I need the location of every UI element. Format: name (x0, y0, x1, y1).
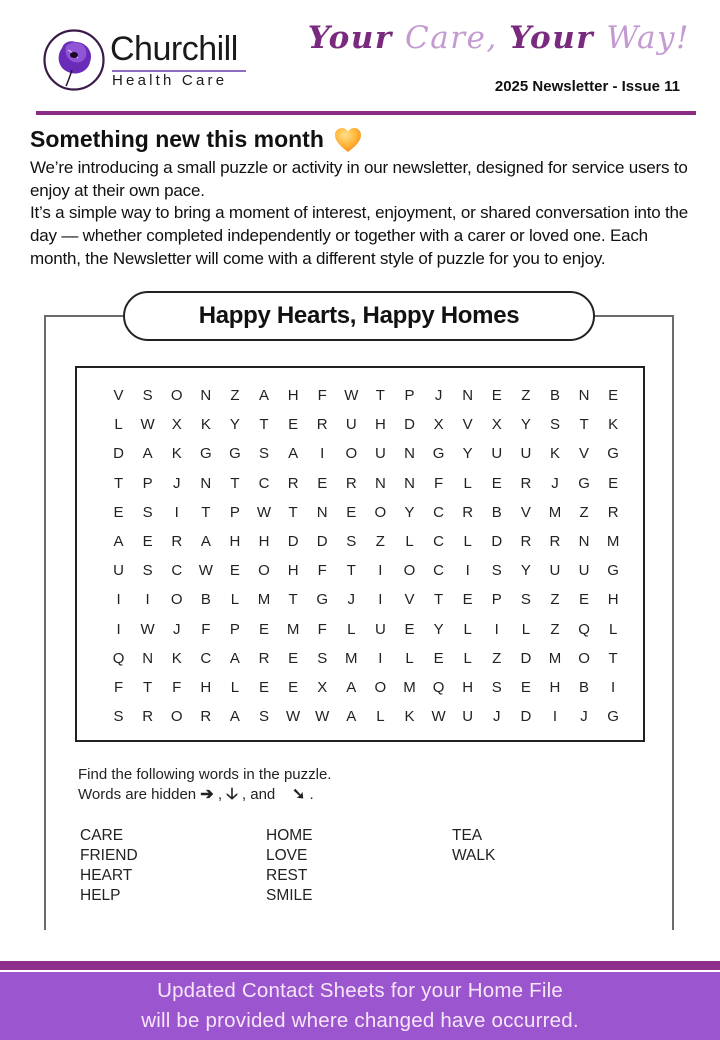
grid-cell: R (462, 503, 474, 521)
grid-cell: I (611, 678, 616, 696)
grid-cell: C (171, 562, 183, 580)
issue-label: 2025 Newsletter - Issue 11 (494, 78, 680, 95)
grid-cell: U (491, 445, 503, 463)
grid-cell: S (142, 387, 153, 405)
header-divider (36, 111, 696, 115)
word-list-item: HELP (80, 887, 121, 904)
poppy-flower-icon (42, 28, 106, 92)
puzzle-instructions (78, 765, 331, 805)
grid-cell: J (434, 387, 443, 405)
grid-cell: A (200, 533, 211, 551)
grid-cell: H (229, 533, 241, 551)
grid-cell: D (316, 533, 328, 551)
grid-cell: E (229, 562, 240, 580)
grid-cell: L (463, 533, 472, 551)
instructions-separator: , (213, 786, 227, 803)
grid-cell: O (403, 562, 416, 580)
intro-paragraph-2: It’s a simple way to bring a moment of interest, enjoyment, or shared conversation into the day — whether completed independently or together with a carer or loved one. Each month, the Newsletter will come with a different style of puzzle for you to enjoy. (30, 203, 689, 268)
grid-cell: R (287, 474, 299, 492)
section-title (30, 126, 362, 153)
grid-cell: L (405, 649, 414, 667)
grid-cell: F (433, 474, 444, 492)
grid-cell: S (317, 649, 328, 667)
grid-cell: M (286, 620, 300, 638)
grid-cell: Y (520, 416, 531, 434)
grid-cell: L (347, 620, 356, 638)
grid-cell: N (578, 533, 590, 551)
arrow-diagonal-down-right-icon: ➘ (291, 786, 306, 803)
grid-cell: P (142, 474, 153, 492)
grid-cell: U (520, 445, 532, 463)
logo-subtitle: Health Care (112, 72, 228, 89)
grid-cell: E (462, 591, 473, 609)
grid-row (104, 556, 628, 585)
puzzle-title: Happy Hearts, Happy Homes (123, 291, 595, 341)
grid-cell: X (433, 416, 444, 434)
instructions-line-1: Find the following words in the puzzle. (78, 766, 332, 783)
grid-cell: L (405, 533, 414, 551)
grid-cell: F (172, 678, 182, 696)
grid-cell: L (114, 416, 123, 434)
grid-cell: K (608, 416, 619, 434)
word-list-column (80, 826, 266, 906)
grid-cell: N (404, 445, 415, 463)
grid-cell: K (404, 708, 415, 726)
grid-cell: C (258, 474, 270, 492)
grid-cell: M (257, 591, 271, 609)
word-list-column (452, 826, 572, 906)
grid-cell: J (347, 591, 356, 609)
grid-cell: Z (521, 387, 531, 405)
arrow-down-icon: 🡣 (226, 786, 238, 803)
grid-cell: R (345, 474, 357, 492)
grid-cell: G (578, 474, 590, 492)
grid-cell: G (432, 445, 445, 463)
grid-cell: I (378, 649, 383, 667)
grid-cell: V (579, 445, 590, 463)
grid-cell: O (345, 445, 358, 463)
grid-cell: O (258, 562, 270, 580)
word-list-item: CARE (80, 827, 124, 844)
grid-cell: L (463, 474, 472, 492)
grid-cell: H (374, 416, 386, 434)
grid-cell: H (258, 533, 270, 551)
grid-cell: E (579, 591, 590, 609)
section-title-text: Something new this month (30, 126, 324, 152)
grid-cell: S (142, 503, 153, 521)
footer-accent-band (0, 961, 720, 970)
grid-cell: S (142, 562, 153, 580)
grid-cell: C (200, 649, 212, 667)
grid-cell: U (345, 416, 357, 434)
grid-cell: G (229, 445, 241, 463)
grid-row (104, 498, 628, 527)
grid-cell: N (200, 474, 212, 492)
grid-cell: I (465, 562, 470, 580)
instructions-prefix: Words are hidden (78, 786, 201, 803)
grid-cell: G (607, 708, 619, 726)
word-list-item: REST (266, 867, 308, 884)
grid-cell: S (259, 708, 270, 726)
grid-row (104, 615, 628, 644)
grid-cell: D (113, 445, 124, 463)
tagline-part-1: Your (307, 20, 406, 56)
grid-cell: T (288, 503, 298, 521)
grid-cell: Y (404, 503, 415, 521)
grid-cell: I (145, 591, 150, 609)
grid-cell: W (315, 708, 330, 726)
grid-row (104, 527, 628, 556)
grid-cell: R (607, 503, 619, 521)
grid-cell: W (431, 708, 446, 726)
grid-cell: J (493, 708, 501, 726)
grid-cell: W (344, 387, 359, 405)
grid-cell: S (549, 416, 560, 434)
intro-paragraph-1: We’re introducing a small puzzle or activity in our newsletter, designed for service users to enjoy at their own pace. (30, 158, 688, 200)
grid-cell: Y (520, 562, 531, 580)
grid-cell: S (346, 533, 357, 551)
grid-cell: F (317, 562, 327, 580)
grid-cell: U (113, 562, 124, 580)
intro-text (30, 157, 700, 271)
grid-cell: T (346, 562, 356, 580)
tagline (308, 20, 690, 56)
grid-cell: L (521, 620, 531, 638)
grid-cell: K (200, 416, 211, 434)
grid-cell: D (287, 533, 299, 551)
instructions-separator: , and (237, 786, 280, 803)
grid-cell: U (374, 620, 386, 638)
grid-cell: D (404, 416, 415, 434)
grid-row (104, 702, 628, 731)
grid-cell: R (520, 474, 532, 492)
grid-cell: R (142, 708, 154, 726)
grid-cell: N (316, 503, 328, 521)
word-list-item: TEA (452, 827, 483, 844)
grid-cell: U (549, 562, 561, 580)
grid-cell: N (142, 649, 154, 667)
word-list (80, 826, 572, 906)
grid-cell: E (404, 620, 415, 638)
grid-cell: Z (230, 387, 240, 405)
logo-name: Churchill (110, 30, 238, 68)
grid-cell: T (230, 474, 240, 492)
grid-cell: F (317, 620, 327, 638)
grid-cell: W (140, 620, 155, 638)
grid-cell: B (491, 503, 502, 521)
grid-cell: L (463, 620, 472, 638)
grid-cell: E (433, 649, 444, 667)
grid-cell: R (549, 533, 561, 551)
word-list-item: WALK (452, 847, 496, 864)
grid-cell: S (113, 708, 124, 726)
grid-cell: F (113, 678, 124, 696)
word-list-item: LOVE (266, 847, 308, 864)
grid-cell: A (346, 678, 357, 696)
grid-cell: M (548, 649, 562, 667)
grid-cell: H (287, 387, 299, 405)
grid-cell: L (608, 620, 618, 638)
grid-cell: E (259, 678, 270, 696)
grid-cell: T (579, 416, 589, 434)
grid-cell: F (317, 387, 327, 405)
grid-cell: L (463, 649, 472, 667)
grid-cell: Q (112, 649, 125, 667)
grid-cell: I (494, 620, 499, 638)
grid-cell: I (552, 708, 558, 726)
grid-cell: V (520, 503, 531, 521)
grid-cell: I (174, 503, 179, 521)
grid-cell: P (404, 387, 415, 405)
grid-cell: O (170, 708, 183, 726)
orange-heart-icon (334, 127, 362, 153)
grid-cell: W (256, 503, 272, 521)
grid-cell: B (200, 591, 211, 609)
grid-cell: N (578, 387, 590, 405)
grid-cell: G (607, 445, 619, 463)
grid-cell: B (579, 678, 590, 696)
grid-cell: W (198, 562, 213, 580)
grid-cell: E (142, 533, 153, 551)
grid-cell: D (520, 708, 532, 726)
grid-cell: A (142, 445, 153, 463)
grid-cell: A (229, 649, 240, 667)
grid-cell: E (259, 620, 270, 638)
grid-cell: S (491, 678, 502, 696)
grid-cell: Z (550, 591, 560, 609)
grid-cell: L (230, 678, 240, 696)
grid-cell: O (170, 387, 183, 405)
grid-cell: B (549, 387, 560, 405)
grid-cell: A (229, 708, 240, 726)
grid-cell: A (259, 387, 270, 405)
grid-cell: G (607, 562, 619, 580)
grid-cell: E (288, 649, 299, 667)
grid-cell: E (346, 503, 357, 521)
grid-cell: F (201, 620, 211, 638)
tagline-part-3: Your (509, 20, 607, 56)
grid-cell: K (171, 649, 182, 667)
grid-cell: H (549, 678, 561, 696)
grid-cell: N (462, 387, 474, 405)
grid-row (104, 410, 628, 439)
grid-cell: S (520, 591, 531, 609)
grid-cell: T (608, 649, 618, 667)
grid-cell: T (143, 678, 153, 696)
grid-cell: C (433, 533, 444, 551)
company-logo (42, 26, 262, 94)
footer-line-1: Updated Contact Sheets for your Home File (157, 979, 563, 1002)
grid-cell: N (374, 474, 386, 492)
grid-cell: I (378, 591, 383, 609)
footer-banner (0, 972, 720, 1040)
grid-cell: H (607, 591, 619, 609)
grid-cell: Z (492, 649, 502, 667)
grid-cell: G (199, 445, 212, 463)
grid-cell: P (491, 591, 502, 609)
grid-cell: D (520, 649, 532, 667)
grid-cell: O (374, 503, 387, 521)
grid-cell: E (520, 678, 531, 696)
grid-cell: G (316, 591, 329, 609)
tagline-part-2: Care, (405, 20, 510, 56)
grid-cell: E (491, 474, 502, 492)
grid-cell: U (578, 562, 590, 580)
grid-row (104, 585, 628, 614)
grid-cell: T (375, 387, 385, 405)
grid-cell: T (113, 474, 124, 492)
grid-cell: A (113, 533, 124, 551)
grid-cell: M (403, 678, 416, 696)
grid-cell: W (286, 708, 301, 726)
grid-cell: V (113, 387, 124, 405)
grid-cell: E (608, 474, 619, 492)
grid-cell: T (433, 591, 444, 609)
grid-cell: Y (433, 620, 444, 638)
grid-cell: R (316, 416, 328, 434)
tagline-part-4: Way! (606, 20, 690, 56)
grid-cell: M (548, 503, 562, 521)
grid-cell: J (580, 708, 588, 726)
grid-cell: U (374, 445, 386, 463)
footer-line-2: will be provided where changed have occurred. (141, 1009, 579, 1032)
grid-cell: I (320, 445, 325, 463)
grid-cell: T (288, 591, 298, 609)
grid-cell: C (433, 562, 444, 580)
arrow-right-icon: ➔ (200, 786, 214, 803)
grid-cell: E (491, 387, 502, 405)
grid-cell: Q (432, 678, 445, 696)
grid-cell: A (346, 708, 357, 726)
grid-cell: U (462, 708, 474, 726)
grid-cell: H (200, 678, 212, 696)
grid-cell: Z (550, 620, 560, 638)
grid-cell: C (433, 503, 444, 521)
grid-cell: P (229, 503, 240, 521)
grid-cell: H (287, 562, 299, 580)
grid-cell: P (229, 620, 240, 638)
grid-cell: T (259, 416, 269, 434)
grid-cell: R (171, 533, 183, 551)
grid-cell: Z (579, 503, 589, 521)
grid-cell: K (549, 445, 560, 463)
grid-cell: A (288, 445, 299, 463)
word-search-grid (104, 381, 628, 731)
grid-cell: O (374, 678, 387, 696)
grid-cell: N (200, 387, 212, 405)
grid-cell: O (170, 591, 183, 609)
grid-cell: Z (375, 533, 385, 551)
grid-cell: Y (462, 445, 473, 463)
grid-cell: M (606, 533, 620, 551)
grid-cell: T (201, 503, 211, 521)
grid-cell: V (404, 591, 415, 609)
grid-cell: I (116, 591, 121, 609)
grid-cell: X (171, 416, 182, 434)
grid-cell: R (258, 649, 270, 667)
grid-cell: E (317, 474, 328, 492)
grid-cell: O (578, 649, 590, 667)
grid-cell: E (608, 387, 619, 405)
grid-cell: Q (578, 620, 590, 638)
grid-cell: E (113, 503, 124, 521)
grid-row (104, 673, 628, 702)
grid-cell: I (116, 620, 121, 638)
grid-row (104, 644, 628, 673)
grid-cell: L (230, 591, 240, 609)
grid-cell: M (345, 649, 358, 667)
word-list-item: FRIEND (80, 847, 138, 864)
grid-cell: S (259, 445, 270, 463)
grid-cell: D (491, 533, 503, 551)
word-list-item: HOME (266, 827, 313, 844)
grid-cell: E (288, 416, 299, 434)
grid-cell: H (462, 678, 474, 696)
grid-row (104, 439, 628, 468)
word-list-column (266, 826, 452, 906)
grid-cell: J (172, 620, 181, 638)
grid-cell: X (317, 678, 328, 696)
grid-cell: X (491, 416, 502, 434)
word-list-item: SMILE (266, 887, 313, 904)
grid-cell: K (171, 445, 182, 463)
grid-cell: R (520, 533, 532, 551)
word-list-item: HEART (80, 867, 133, 884)
grid-cell: R (200, 708, 212, 726)
grid-cell: J (172, 474, 181, 492)
grid-cell: W (140, 416, 155, 434)
grid-row (104, 381, 628, 410)
grid-cell: I (378, 562, 383, 580)
grid-cell: J (551, 474, 559, 492)
grid-cell: N (404, 474, 415, 492)
grid-row (104, 469, 628, 498)
instructions-suffix: . (305, 786, 314, 803)
grid-cell: L (376, 708, 385, 726)
grid-cell: E (288, 678, 299, 696)
grid-cell: Y (229, 416, 240, 434)
grid-cell: V (462, 416, 473, 434)
grid-cell: S (491, 562, 502, 580)
instructions-line-2 (78, 785, 331, 805)
